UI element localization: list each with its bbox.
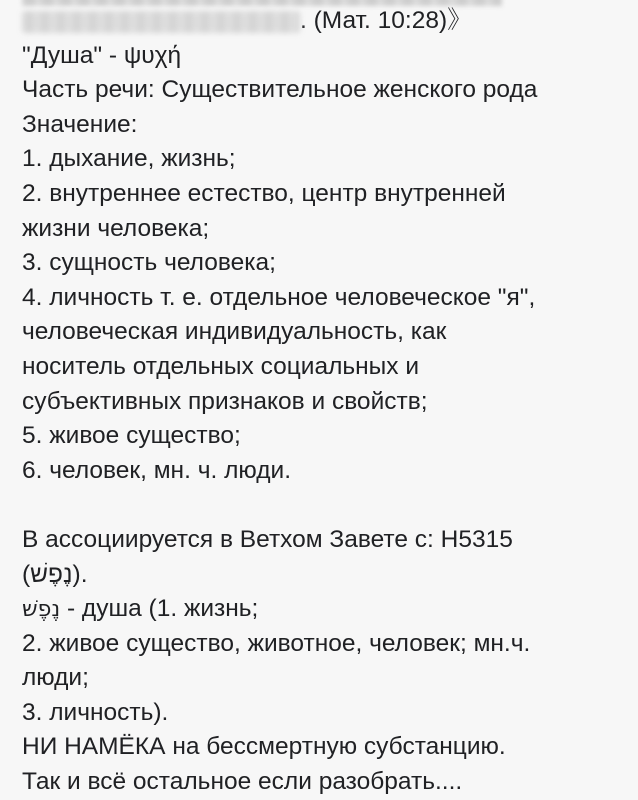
message-line-quote-end: [22, 4, 622, 39]
message-line: человеческая индивидуальность, как: [22, 318, 447, 346]
message-line: "Душа" - ψυχή: [22, 41, 182, 69]
message-line: 3. сущность человека;: [22, 249, 276, 277]
blurred-text-top: [22, 0, 502, 6]
message-line: [22, 592, 622, 627]
message-line: В ассоциируется в Ветхом Завете с: H5315: [22, 525, 513, 553]
message-line-rest: - душа (1. жизнь;: [60, 595, 259, 623]
message-line: 4. личность т. е. отдельное человеческое "я",: [22, 283, 536, 311]
message-line: субъективных признаков и свойств;: [22, 387, 428, 415]
message-line: носитель отдельных социальных и: [22, 352, 420, 380]
message-line: 2. внутреннее естество, центр внутренней: [22, 179, 506, 207]
message-line: 1. дыхание, жизнь;: [22, 145, 236, 173]
message-line: люди;: [22, 664, 89, 692]
hebrew-word: נֶפֶשׁ: [22, 597, 61, 623]
message-line: 2. живое существо, животное, человек; мн.ч.: [22, 629, 531, 657]
message-line: Часть речи: Существительное женского рода: [22, 76, 538, 104]
message-line: 3. личность).: [22, 698, 169, 726]
message-line: жизни человека;: [22, 214, 210, 242]
message-line: (נֶפֶשׁ).: [22, 560, 88, 588]
blurred-text: [22, 11, 300, 33]
message-line: 5. живое существо;: [22, 422, 241, 450]
message-line: 6. человек, мн. ч. люди.: [22, 456, 291, 484]
blank-line: [22, 488, 622, 523]
message-line: НИ НАМЁКА на бессмертную субстанцию.: [22, 733, 506, 761]
message-line: Так и всё остальное если разобрать....: [22, 768, 463, 796]
message-text[interactable]: [22, 0, 622, 800]
message-line: Значение:: [22, 110, 138, 138]
quote-reference: . (Мат. 10:28)》: [300, 7, 472, 34]
